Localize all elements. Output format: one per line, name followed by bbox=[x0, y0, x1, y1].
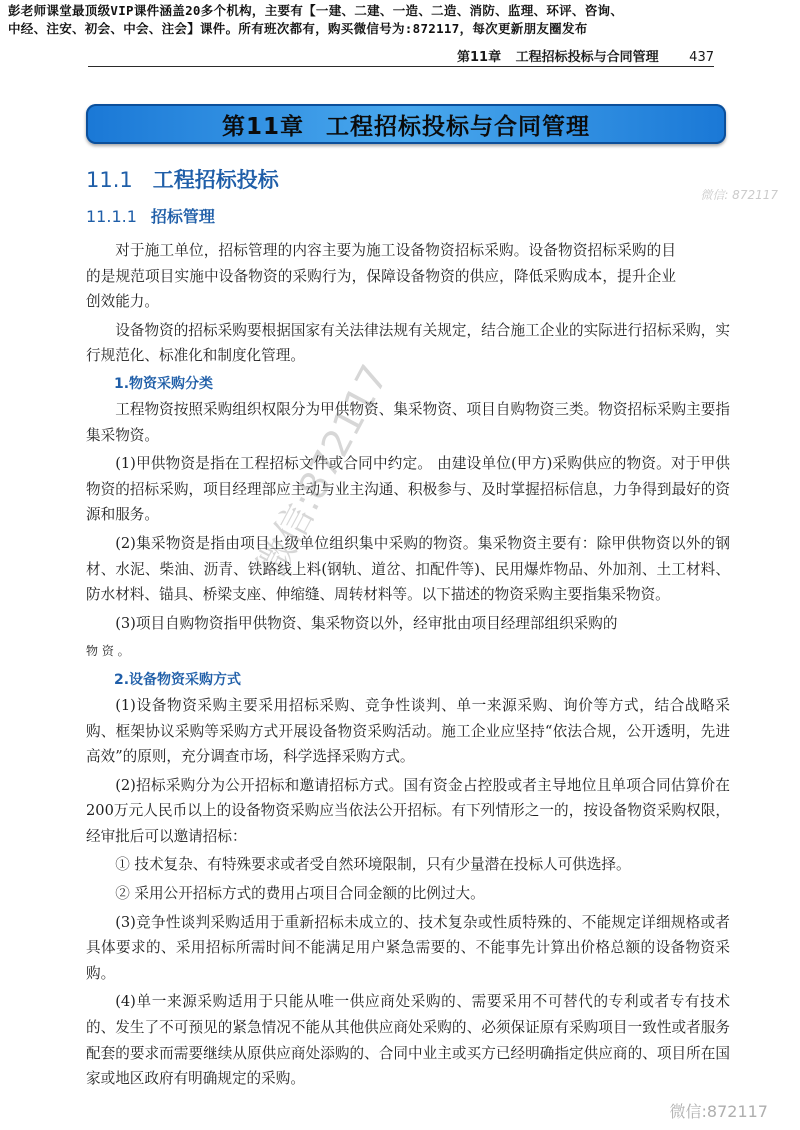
paragraph: (3)项目自购物资指甲供物资、集采物资以外，经审批由项目经理部组织采购的 bbox=[115, 614, 618, 632]
paragraph: 对于施工单位，招标管理的内容主要为施工设备物资招标采购。设备物资招标采购的目的是规范项目实施中设备物资的采购行为，保障设备物资的供应，降低采购成本，提升企业创效能力。 bbox=[86, 242, 676, 311]
paragraph-tail: 物 资 。 bbox=[86, 644, 130, 659]
paragraph: (3)竞争性谈判采购适用于重新招标未成立的、技术复杂或性质特殊的、不能规定详细规格或者具体要求的、采用招标所需时间不能满足用户紧急需要的、不能事先计算出价格总额的设备物资采购。 bbox=[86, 913, 730, 982]
paragraph: 设备物资的招标采购要根据国家有关法律法规有关规定，结合施工企业的实际进行招标采购，实行规范化、标准化和制度化管理。 bbox=[86, 321, 730, 365]
running-header-chapter: 第11章 bbox=[457, 50, 502, 65]
section-title: 工程招标投标 bbox=[152, 168, 279, 192]
body-text bbox=[86, 238, 730, 1095]
paragraph: (1)设备物资采购主要采用招标采购、竞争性谈判、单一来源采购、询价等方式，结合战略采购、框架协议采购等采购方式开展设备物资采购活动。施工企业应坚持“依法合规，公开透明，先进高效”的原则，充分调查市场，科学选择采购方式。 bbox=[86, 696, 730, 766]
running-header bbox=[88, 46, 714, 67]
subsection-title: 招标管理 bbox=[150, 207, 215, 226]
watermark-side: 微信: 872117 bbox=[700, 188, 778, 202]
paragraph: (2)集采物资是指由项目上级单位组织集中采购的物资。集采物资主要有：除甲供物资以外的钢材、水泥、柴油、沥青、铁路线上料(钢轨、道岔、扣配件等)、民用爆炸物品、外加剂、土工材料、防水材料、锚具、桥梁支座、伸缩缝、周转材料等。以下描述的物资采购主要指集采物资。 bbox=[86, 534, 730, 604]
watermark-corner: 微信:872117 bbox=[669, 1102, 768, 1121]
paragraph: (2)招标采购分为公开招标和邀请招标方式。国有资金占控股或者主导地位且单项合同估算价在200万元人民币以上的设备物资采购应当依法公开招标。有下列情形之一的，按设备物资采购权限，经审批后可以邀请招标： bbox=[86, 776, 730, 845]
chapter-name: 工程招标投标与合同管理 bbox=[326, 113, 590, 140]
paragraph: 工程物资按照采购组织权限分为甲供物资、集采物资、项目自购物资三类。物资招标采购主要指集采物资。 bbox=[86, 400, 730, 444]
subheading-material-classification: 1.物资采购分类 bbox=[114, 375, 214, 392]
section-heading bbox=[86, 164, 279, 194]
ad-banner bbox=[8, 2, 798, 38]
subheading-procurement-method: 2.设备物资采购方式 bbox=[114, 671, 242, 688]
paragraph: (4)单一来源采购适用于只能从唯一供应商处采购的、需要采用不可替代的专利或者专有技术的、发生了不可预见的紧急情况不能从其他供应商处采购的、必须保证原有采购项目一致性或者服务配套的要求而需要继续从原供应商处添购的、合同中业主或买方已经明确指定供应商的、项目所在国家或地区政府有明确规定的采购。 bbox=[86, 993, 730, 1088]
ad-banner-line-2: 中经、注安、初会、中会、注会】课件。所有班次都有，购买微信号为:872117，每次更新朋友圈发布 bbox=[8, 21, 588, 36]
subsection-number: 11.1.1 bbox=[86, 207, 137, 226]
chapter-banner bbox=[86, 104, 726, 144]
page-number: 437 bbox=[689, 50, 714, 65]
paragraph: (1)甲供物资是指在工程招标文件或合同中约定。 由建设单位(甲方)采购供应的物资。对于甲供物资的招标采购，项目经理部应主动与业主沟通、积极参与、及时掌握招标信息，力争得到最好的资源和服务。 bbox=[86, 455, 730, 524]
chapter-title bbox=[222, 108, 590, 141]
paragraph: ② 采用公开招标方式的费用占项目合同金额的比例过大。 bbox=[115, 885, 485, 903]
running-header-title: 工程招标投标与合同管理 bbox=[515, 50, 659, 65]
chapter-number: 第11章 bbox=[221, 113, 304, 140]
subsection-heading bbox=[86, 204, 215, 227]
section-number: 11.1 bbox=[86, 168, 133, 192]
watermark-diagonal: 微信:872117 bbox=[247, 357, 397, 585]
paragraph: ① 技术复杂、有特殊要求或者受自然环境限制，只有少量潜在投标人可供选择。 bbox=[115, 856, 631, 874]
ad-banner-line-1: 彭老师课堂最顶级VIP课件涵盖20多个机构，主要有【一建、二建、一造、二造、消防、监理、环评、咨询、 bbox=[8, 3, 624, 18]
